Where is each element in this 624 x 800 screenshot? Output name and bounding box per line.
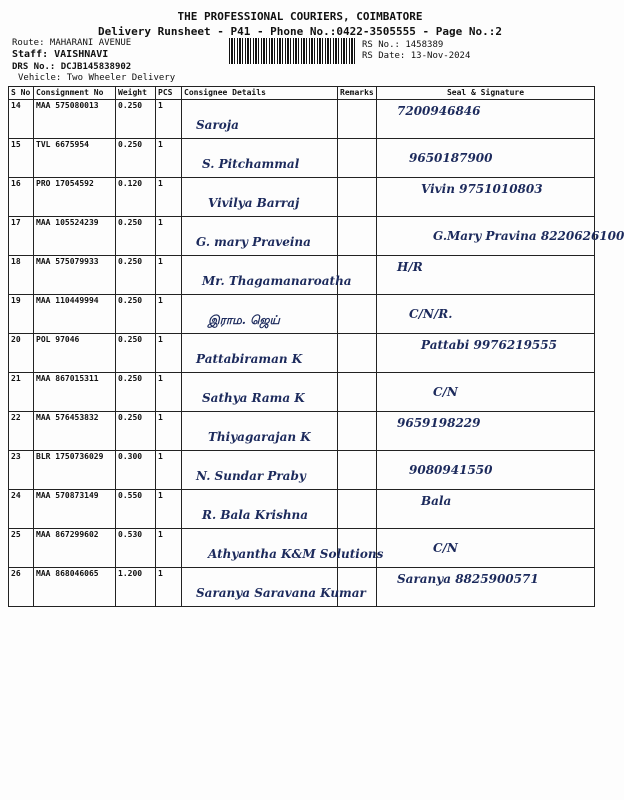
table-row	[9, 412, 595, 451]
cell-consignee	[182, 295, 338, 334]
table-row	[9, 217, 595, 256]
cell-sno: 20	[9, 334, 34, 373]
cell-cno: BLR 1750736029	[34, 451, 116, 490]
consignee-handwriting: G. mary Praveina	[196, 235, 311, 249]
cell-pcs: 1	[156, 451, 182, 490]
col-consignment: Consignment No	[34, 87, 116, 100]
consignee-handwriting: Mr. Thagamanaroatha	[202, 274, 352, 288]
cell-consignee	[182, 490, 338, 529]
cell-remarks	[338, 451, 377, 490]
cell-pcs: 1	[156, 217, 182, 256]
table-row	[9, 295, 595, 334]
consignee-handwriting: N. Sundar Praby	[196, 469, 306, 483]
cell-sno: 19	[9, 295, 34, 334]
cell-weight: 0.530	[116, 529, 156, 568]
consignee-handwriting: S. Pitchammal	[202, 157, 300, 171]
cell-pcs: 1	[156, 100, 182, 139]
cell-sno: 16	[9, 178, 34, 217]
cell-cno: MAA 575080013	[34, 100, 116, 139]
cell-signature	[377, 217, 624, 256]
cell-cno: MAA 110449994	[34, 295, 116, 334]
signature-handwriting: Pattabi 9976219555	[421, 338, 557, 352]
table-row	[9, 451, 595, 490]
table-row	[9, 568, 595, 607]
cell-weight: 0.250	[116, 139, 156, 178]
runsheet-title: Delivery Runsheet - P41 - Phone No.:0422-3505555 - Page No.:	[98, 25, 496, 38]
rs-no: RS No.: 1458389	[362, 40, 444, 50]
cell-sno: 15	[9, 139, 34, 178]
cell-pcs: 1	[156, 412, 182, 451]
cell-signature	[377, 373, 595, 412]
cell-consignee	[182, 100, 338, 139]
col-consignee: Consignee Details	[182, 87, 338, 100]
cell-weight: 0.120	[116, 178, 156, 217]
cell-remarks	[338, 412, 377, 451]
cell-cno: POL 97046	[34, 334, 116, 373]
table-row	[9, 100, 595, 139]
cell-pcs: 1	[156, 295, 182, 334]
page-number: 2	[495, 25, 502, 38]
cell-cno: MAA 867015311	[34, 373, 116, 412]
consignee-handwriting: Thiyagarajan K	[208, 430, 311, 444]
signature-handwriting: Saranya 8825900571	[397, 572, 539, 586]
staff: Staff: VAISHNAVI	[12, 49, 109, 60]
cell-signature	[377, 295, 595, 334]
cell-sno: 22	[9, 412, 34, 451]
cell-consignee	[182, 373, 338, 412]
cell-pcs: 1	[156, 139, 182, 178]
cell-consignee	[182, 334, 338, 373]
cell-weight: 0.250	[116, 334, 156, 373]
vehicle: Vehicle: Two Wheeler Delivery	[18, 73, 176, 83]
drs-no: DRS No.: DCJB145838902	[12, 62, 132, 72]
table-row	[9, 256, 595, 295]
cell-cno: MAA 105524239	[34, 217, 116, 256]
runsheet-table	[8, 86, 624, 607]
cell-remarks	[338, 490, 377, 529]
cell-pcs: 1	[156, 256, 182, 295]
cell-signature	[377, 490, 595, 529]
cell-consignee	[182, 139, 338, 178]
col-signature: Seal & Signature	[377, 87, 595, 100]
consignee-handwriting: Sathya Rama K	[202, 391, 305, 405]
consignee-handwriting: R. Bala Krishna	[202, 508, 309, 522]
cell-pcs: 1	[156, 334, 182, 373]
cell-sno: 17	[9, 217, 34, 256]
rs-date: RS Date: 13-Nov-2024	[362, 51, 471, 61]
cell-weight: 0.550	[116, 490, 156, 529]
cell-cno: MAA 570873149	[34, 490, 116, 529]
consignee-handwriting: Athyantha K&M Solutions	[208, 547, 384, 561]
cell-consignee	[182, 256, 352, 295]
cell-remarks	[338, 217, 377, 256]
cell-signature	[377, 451, 595, 490]
cell-consignee	[182, 529, 384, 568]
cell-sno: 14	[9, 100, 34, 139]
signature-handwriting: 9659198229	[397, 416, 481, 430]
consignee-handwriting: Saranya Saravana Kumar	[196, 586, 366, 600]
cell-weight: 0.250	[116, 100, 156, 139]
cell-pcs: 1	[156, 373, 182, 412]
cell-remarks	[338, 100, 377, 139]
cell-sno: 23	[9, 451, 34, 490]
cell-remarks	[338, 334, 377, 373]
cell-weight: 0.250	[116, 217, 156, 256]
cell-remarks	[338, 139, 377, 178]
cell-pcs: 1	[156, 178, 182, 217]
signature-handwriting: C/N	[433, 385, 458, 399]
signature-handwriting: G.Mary Pravina 8220626100	[433, 229, 624, 243]
col-remarks: Remarks	[338, 87, 377, 100]
cell-sno: 26	[9, 568, 34, 607]
table-row	[9, 373, 595, 412]
cell-cno: TVL 6675954	[34, 139, 116, 178]
cell-signature	[377, 100, 595, 139]
table-row	[9, 334, 595, 373]
cell-consignee	[182, 568, 366, 607]
signature-handwriting: 7200946846	[397, 104, 481, 118]
signature-handwriting: C/N/R.	[409, 307, 453, 321]
doc-subtitle	[0, 25, 600, 38]
consignee-handwriting: Pattabiraman K	[196, 352, 303, 366]
cell-consignee	[182, 412, 338, 451]
cell-signature	[377, 139, 595, 178]
consignee-handwriting: இராம. ஜெய்	[208, 313, 280, 327]
col-sno: S No	[9, 87, 34, 100]
cell-remarks	[338, 373, 377, 412]
cell-consignee	[182, 217, 338, 256]
cell-remarks	[338, 295, 377, 334]
signature-handwriting: C/N	[433, 541, 458, 555]
cell-remarks	[338, 178, 377, 217]
table-row	[9, 529, 595, 568]
cell-signature	[377, 568, 595, 607]
consignee-handwriting: Vivilya Barraj	[208, 196, 300, 210]
cell-weight: 0.250	[116, 256, 156, 295]
signature-handwriting: 9650187900	[409, 151, 493, 165]
signature-handwriting: Vivin 9751010803	[421, 182, 543, 196]
cell-sno: 24	[9, 490, 34, 529]
col-pcs: PCS	[156, 87, 182, 100]
signature-handwriting: 9080941550	[409, 463, 493, 477]
table-row	[9, 490, 595, 529]
cell-signature	[377, 256, 595, 295]
cell-cno: MAA 867299602	[34, 529, 116, 568]
col-weight: Weight	[116, 87, 156, 100]
cell-weight: 1.200	[116, 568, 156, 607]
cell-sno: 18	[9, 256, 34, 295]
cell-signature	[377, 529, 595, 568]
cell-pcs: 1	[156, 568, 182, 607]
cell-consignee	[182, 178, 338, 217]
table-header	[9, 87, 595, 100]
consignee-handwriting: Saroja	[196, 118, 239, 132]
cell-signature	[377, 412, 595, 451]
table-row	[9, 139, 595, 178]
cell-weight: 0.300	[116, 451, 156, 490]
cell-weight: 0.250	[116, 295, 156, 334]
signature-handwriting: Bala	[421, 494, 452, 508]
cell-cno: MAA 576453832	[34, 412, 116, 451]
cell-weight: 0.250	[116, 412, 156, 451]
cell-weight: 0.250	[116, 373, 156, 412]
cell-cno: MAA 575079933	[34, 256, 116, 295]
route: Route: MAHARANI AVENUE	[12, 38, 132, 48]
cell-cno: MAA 868046065	[34, 568, 116, 607]
doc-title: THE PROFESSIONAL COURIERS, COIMBATORE	[177, 10, 423, 23]
cell-cno: PRO 17054592	[34, 178, 116, 217]
cell-signature	[377, 334, 595, 373]
barcode	[229, 38, 355, 64]
cell-sno: 21	[9, 373, 34, 412]
cell-pcs: 1	[156, 490, 182, 529]
table-row	[9, 178, 595, 217]
cell-signature	[377, 178, 595, 217]
cell-consignee	[182, 451, 338, 490]
cell-pcs: 1	[156, 529, 182, 568]
cell-sno: 25	[9, 529, 34, 568]
signature-handwriting: H/R	[397, 260, 423, 274]
